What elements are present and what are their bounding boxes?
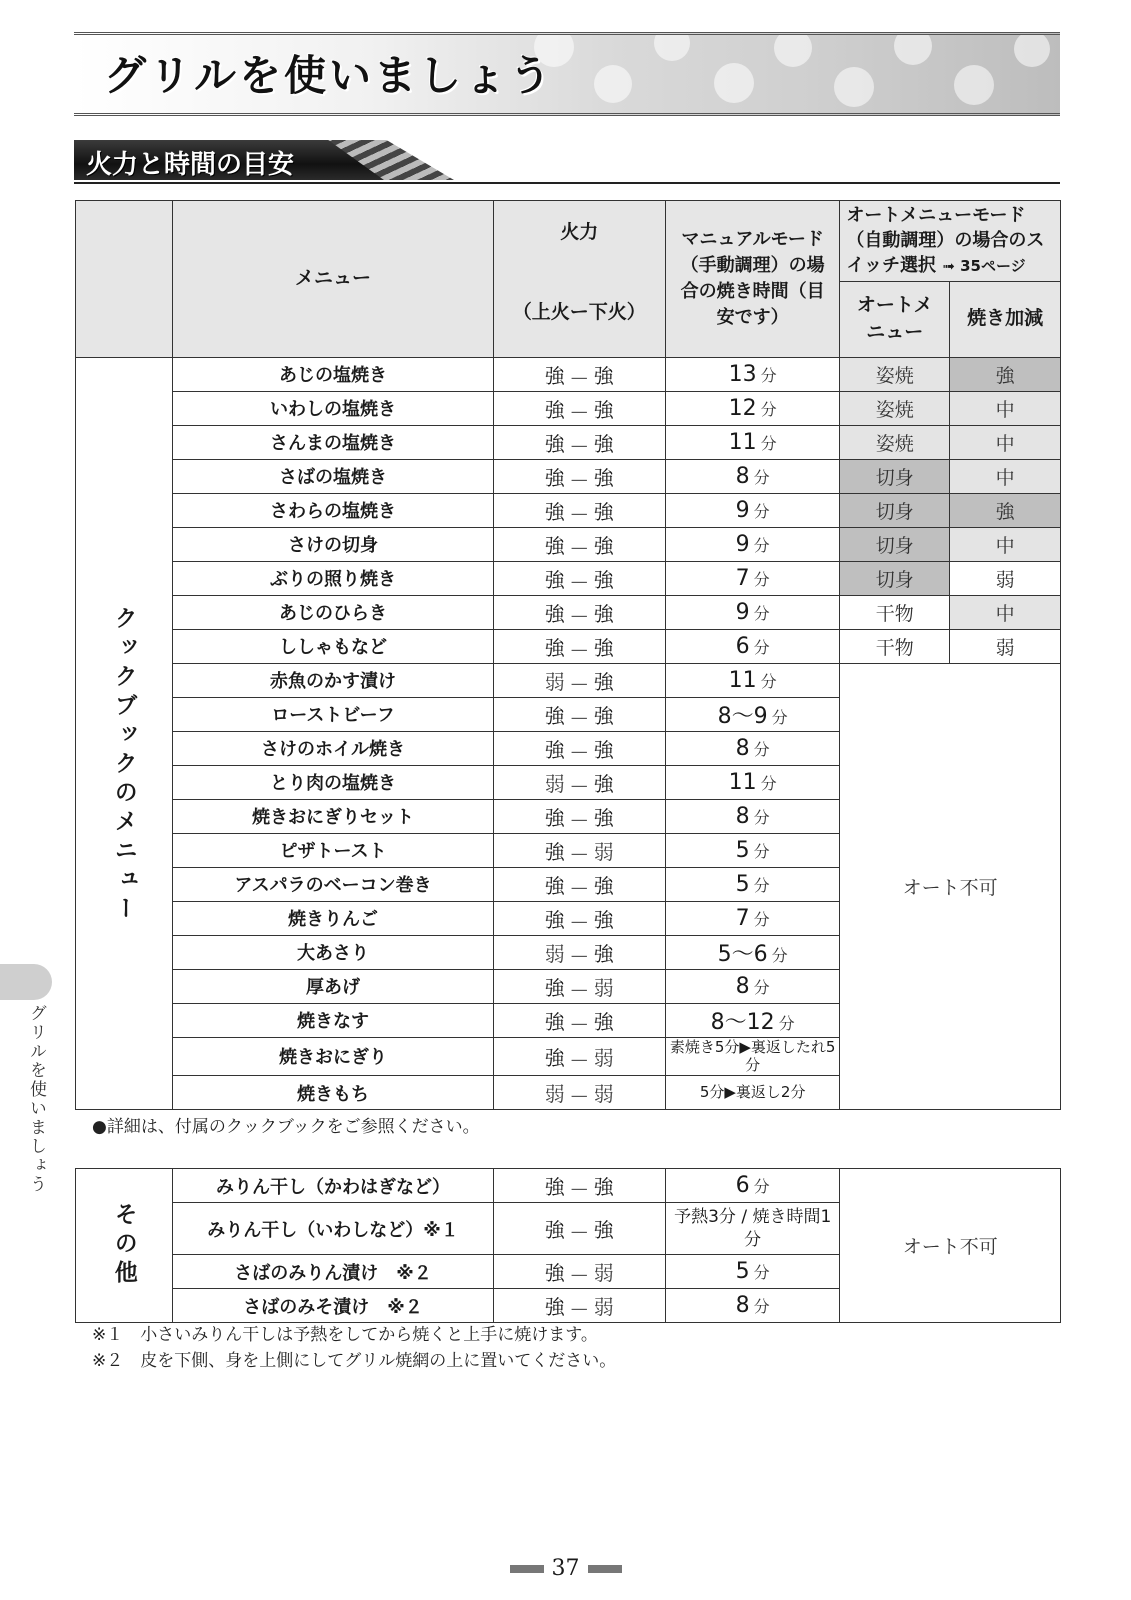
table-row [76,561,1061,595]
cook-time: 5 分 [665,1255,839,1289]
heat-setting: 強 — 強 [493,629,665,663]
menu-name: ししゃもなど [173,629,493,663]
auto-adjust: 強 [950,493,1061,527]
auto-adjust: 強 [950,357,1061,391]
table-row [76,629,1061,663]
cook-time: 5 分 [665,833,839,867]
heat-setting: 弱 — 強 [493,663,665,697]
table-row [76,527,1061,561]
heat-setting: 強 — 強 [493,459,665,493]
heat-setting: 強 — 強 [493,1203,665,1255]
auto-menu: 干物 [840,629,950,663]
auto-adjust: 弱 [950,629,1061,663]
header-menu: メニュー [173,201,493,358]
cook-time: 8 分 [665,731,839,765]
section-heading [74,140,1060,184]
heat-setting: 強 — 強 [493,697,665,731]
auto-menu: 姿焼 [840,391,950,425]
auto-adjust: 中 [950,425,1061,459]
cook-time: 8〜9 分 [665,697,839,731]
auto-not-available: オート不可 [840,663,1061,1110]
table-row [76,459,1061,493]
footnote-1: ※１ 小さいみりん干しは予熱をしてから焼くと上手に焼けます。 [92,1325,598,1345]
cook-time: 5 分 [665,867,839,901]
section-title: 火力と時間の目安 [86,150,295,180]
cook-time: 5〜6 分 [665,935,839,969]
auto-adjust: 中 [950,595,1061,629]
heat-setting: 弱 — 強 [493,765,665,799]
table-row [76,425,1061,459]
header-adjust: 焼き加減 [950,281,1061,357]
cook-time: 素焼き5分▶裏返したれ5分 [665,1037,839,1076]
menu-name: ぶりの照り焼き [173,561,493,595]
menu-name: 大あさり [173,935,493,969]
cook-time: 11 分 [665,765,839,799]
heat-setting: 強 — 弱 [493,833,665,867]
menu-name: とり肉の塩焼き [173,765,493,799]
cook-time: 6 分 [665,629,839,663]
side-tab-marker [0,964,52,1000]
auto-menu: 姿焼 [840,425,950,459]
heat-setting: 強 — 弱 [493,1037,665,1076]
group-other: その他 [76,1169,173,1323]
menu-name: 焼きりんご [173,901,493,935]
auto-menu: 切身 [840,493,950,527]
cook-time: 6 分 [665,1169,839,1203]
heat-setting: 強 — 弱 [493,1289,665,1323]
menu-name: みりん干し（かわはぎなど） [173,1169,493,1203]
cook-time: 7 分 [665,561,839,595]
cook-time: 11 分 [665,425,839,459]
heat-setting: 弱 — 弱 [493,1076,665,1110]
menu-name: あじの塩焼き [173,357,493,391]
menu-name: 赤魚のかす漬け [173,663,493,697]
detail-note: ●詳細は、付属のクックブックをご参照ください。 [92,1117,480,1137]
other-table-body [76,1169,1061,1323]
footnote-2: ※２ 皮を下側、身を上側にしてグリル焼網の上に置いてください。 [92,1351,617,1371]
menu-name: さわらの塩焼き [173,493,493,527]
table-row [76,391,1061,425]
cook-time: 8 分 [665,1289,839,1323]
heat-setting: 強 — 強 [493,527,665,561]
group-cookbook: クックブックのメニュー [76,357,173,1110]
auto-menu: 干物 [840,595,950,629]
header-heat: 火力 （上火ー下火） [493,201,665,358]
table-row [76,663,1061,697]
heat-setting: 弱 — 強 [493,935,665,969]
heat-setting: 強 — 強 [493,357,665,391]
cook-time: 12 分 [665,391,839,425]
heat-setting: 強 — 強 [493,493,665,527]
table-row [76,595,1061,629]
cook-time: 11 分 [665,663,839,697]
menu-name: 焼きおにぎり [173,1037,493,1076]
auto-menu: 姿焼 [840,357,950,391]
heat-setting: 強 — 強 [493,731,665,765]
page-number: 37 [0,1556,1131,1581]
cook-time: 予熱3分 / 焼き時間1分 [665,1203,839,1255]
menu-name: 焼きなす [173,1003,493,1037]
heat-setting: 強 — 強 [493,867,665,901]
auto-not-available: オート不可 [840,1169,1061,1323]
table-row [76,357,1061,391]
menu-name: 焼きおにぎりセット [173,799,493,833]
side-label: グリルを使いましょう [26,1004,46,1194]
table-row [76,1169,1061,1203]
header-auto: オートメニューモード（自動調理）の場合のスイッチ選択 ➟ 35ページ [840,201,1061,282]
menu-name: さけの切身 [173,527,493,561]
cookbook-table [75,200,1061,1110]
menu-name: ローストビーフ [173,697,493,731]
auto-adjust: 中 [950,527,1061,561]
heat-setting: 強 — 強 [493,1003,665,1037]
heat-setting: 強 — 弱 [493,969,665,1003]
menu-name: さばの塩焼き [173,459,493,493]
auto-menu: 切身 [840,561,950,595]
heat-setting: 強 — 強 [493,561,665,595]
cook-time: 9 分 [665,595,839,629]
auto-adjust: 中 [950,459,1061,493]
cook-time: 8 分 [665,799,839,833]
other-table [75,1168,1061,1323]
cook-time: 8〜12 分 [665,1003,839,1037]
cook-time: 8 分 [665,969,839,1003]
menu-name: アスパラのベーコン巻き [173,867,493,901]
menu-name: さばのみそ漬け ※２ [173,1289,493,1323]
heat-setting: 強 — 強 [493,1169,665,1203]
cook-time: 9 分 [665,493,839,527]
menu-name: さばのみりん漬け ※２ [173,1255,493,1289]
header-manual: マニュアルモード（手動調理）の場合の焼き時間（目安です） [665,201,839,358]
cook-time: 8 分 [665,459,839,493]
menu-name: さんまの塩焼き [173,425,493,459]
menu-name: あじのひらき [173,595,493,629]
cook-time: 13 分 [665,357,839,391]
menu-name: いわしの塩焼き [173,391,493,425]
heat-setting: 強 — 強 [493,901,665,935]
title-banner [74,32,1060,116]
auto-menu: 切身 [840,527,950,561]
cookbook-table-body [76,357,1061,1110]
page-title: グリルを使いましょう [104,51,555,100]
heat-setting: 強 — 強 [493,595,665,629]
menu-name: ピザトースト [173,833,493,867]
heat-setting: 強 — 強 [493,391,665,425]
menu-name: みりん干し（いわしなど）※１ [173,1203,493,1255]
cook-time: 9 分 [665,527,839,561]
heat-setting: 強 — 強 [493,425,665,459]
auto-adjust: 弱 [950,561,1061,595]
heat-setting: 強 — 弱 [493,1255,665,1289]
menu-name: 焼きもち [173,1076,493,1110]
heat-setting: 強 — 強 [493,799,665,833]
table-row [76,493,1061,527]
menu-name: 厚あげ [173,969,493,1003]
cook-time: 7 分 [665,901,839,935]
auto-adjust: 中 [950,391,1061,425]
cook-time: 5分▶裏返し2分 [665,1076,839,1110]
header-auto-menu: オートメニュー [840,281,950,357]
auto-menu: 切身 [840,459,950,493]
menu-name: さけのホイル焼き [173,731,493,765]
